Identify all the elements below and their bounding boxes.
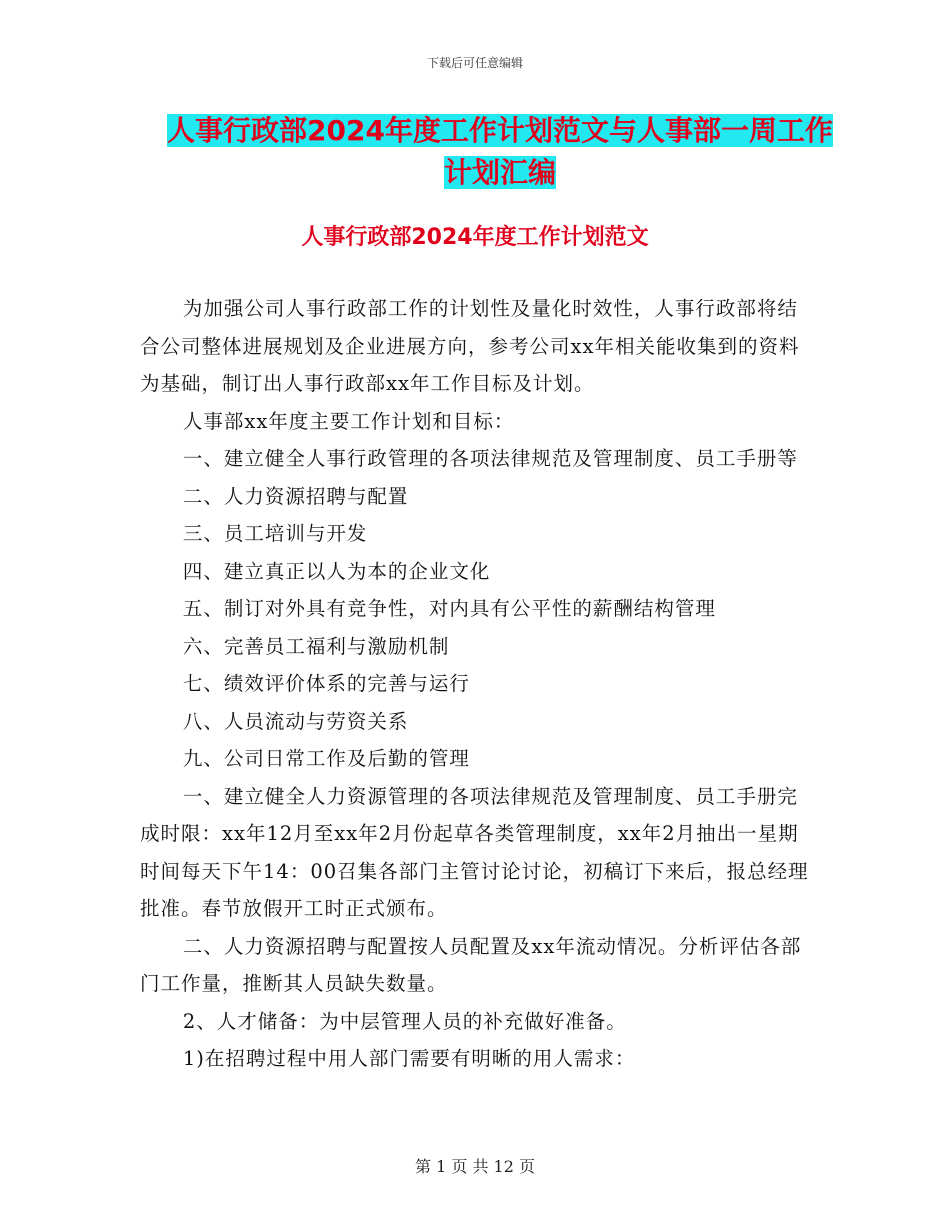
header-note: 下载后可任意编辑 — [426, 56, 523, 70]
paragraph: 二、人力资源招聘与配置 — [182, 484, 409, 508]
paragraph: 六、完善员工福利与激励机制 — [182, 634, 450, 658]
paragraph: 五、制订对外具有竞争性，对内具有公平性的薪酬结构管理 — [182, 597, 716, 620]
title-line-1: 人事行政部2024年度工作计划范文与人事部一周工作 — [167, 114, 833, 147]
paragraph: 一、建立健全人事行政管理的各项法律规范及管理制度、员工手册等 — [182, 447, 798, 470]
title-line-2: 计划汇编 — [443, 156, 556, 189]
page-footer: 第 1 页 共 12 页 — [415, 1157, 535, 1176]
paragraph: 三、员工培训与开发 — [182, 522, 368, 545]
paragraph: 七、绩效评价体系的完善与运行 — [182, 672, 470, 695]
document-title — [140, 110, 860, 194]
paragraph: 二、人力资源招聘与配置按人员配置及xx年流动情况。分析评估各部门工作量，推断其人员缺失数量。 — [140, 934, 802, 995]
paragraph: 四、建立真正以人为本的企业文化 — [182, 559, 491, 583]
paragraph: 九、公司日常工作及后勤的管理 — [182, 747, 470, 770]
section-title: 人事行政部2024年度工作计划范文 — [301, 225, 649, 250]
paragraph: 2、人才储备：为中层管理人员的补充做好准备。 — [182, 1009, 627, 1033]
paragraph: 八、人员流动与劳资关系 — [182, 709, 409, 733]
paragraph: 1)在招聘过程中用人部门需要有明晰的用人需求： — [182, 1047, 636, 1070]
document-body — [140, 290, 810, 1078]
paragraph: 为加强公司人事行政部工作的计划性及量化时效性，人事行政部将结合公司整体进展规划及企业进展方向，参考公司xx年相关能收集到的资料为基础，制订出人事行政部xx年工作目标及计划。 — [140, 297, 800, 395]
paragraph: 一、建立健全人力资源管理的各项法律规范及管理制度、员工手册完成时限：xx年12月至xx年2月份起草各类管理制度，xx年2月抽出一星期时间每天下午14：00召集各部门主管讨论讨论，初稿订下来后，报总经理批准。春节放假开工时正式颁布。 — [140, 784, 809, 920]
paragraph: 人事部xx年度主要工作计划和目标： — [182, 409, 515, 433]
